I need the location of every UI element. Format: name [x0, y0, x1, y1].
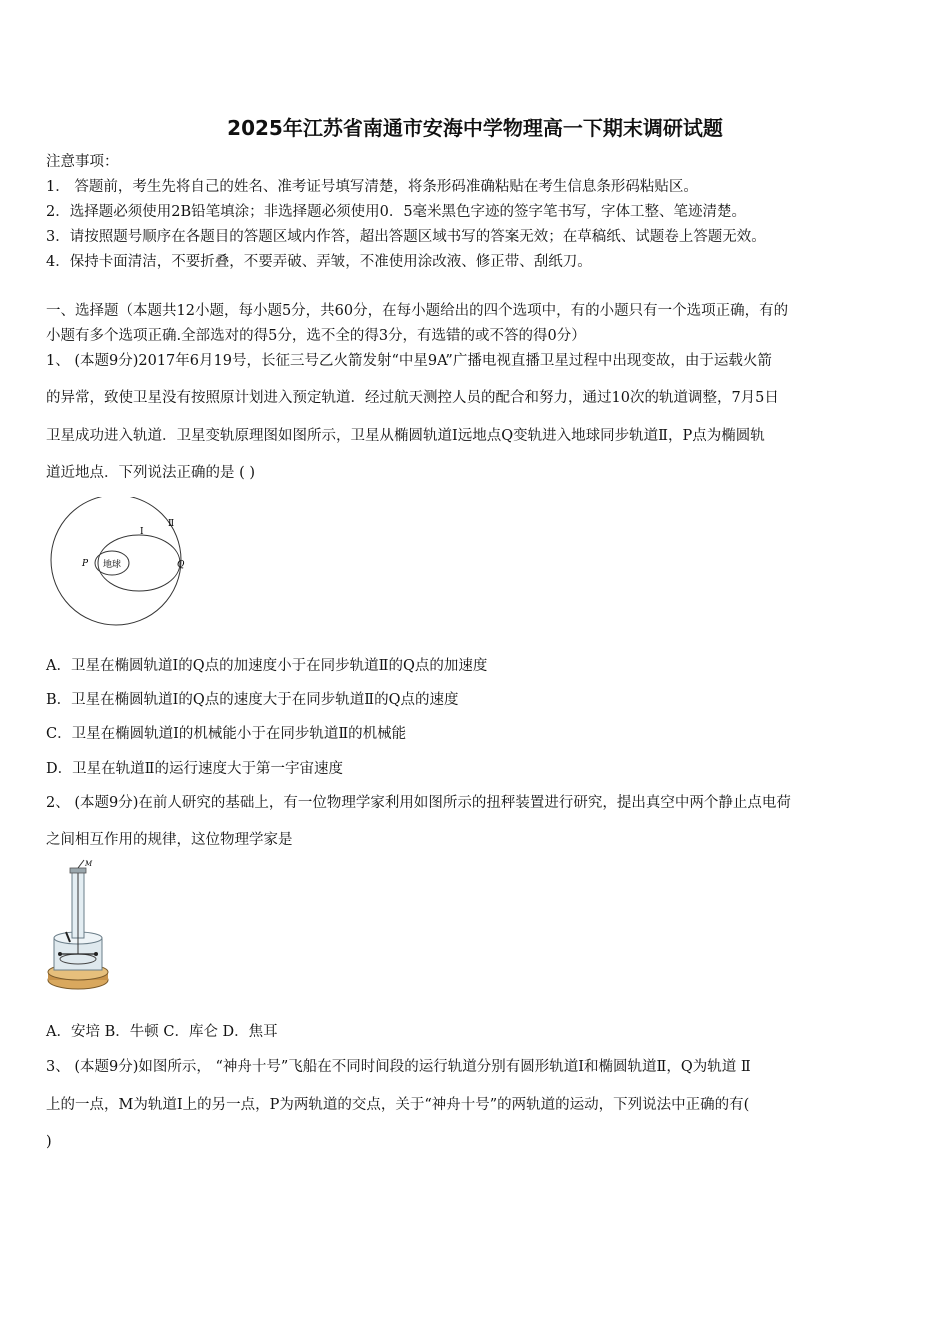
notice-item-2: 2．选择题必须使用2B铅笔填涂；非选择题必须使用0．5毫米黑色字迹的签字笔书写，字体工整、笔迹清楚。: [46, 204, 747, 220]
torsion-balance-figure: [46, 858, 116, 998]
q1-line-3: 卫星成功进入轨道．卫星变轨原理图如图所示，卫星从椭圆轨道Ⅰ远地点Q变轨进入地球同步轨道Ⅱ，P点为椭圆轨: [46, 428, 765, 444]
orbit-diagram: [46, 497, 196, 627]
q1-line-1: 1、 (本题9分)2017年6月19号，长征三号乙火箭发射“中星9A”广播电视直播卫星过程中出现变故，由于运载火箭: [46, 353, 772, 369]
point-p-label: P: [82, 559, 89, 569]
page-title: 2025年江苏省南通市安海中学物理高一下期末调研试题: [227, 116, 723, 140]
q3-line-2: 上的一点，M为轨道Ⅰ上的另一点，P为两轨道的交点，关于“神舟十号”的两轨道的运动，下列说法中正确的有(: [46, 1097, 750, 1113]
notice-heading: 注意事项：: [46, 154, 119, 170]
q3-line-1: 3、 (本题9分)如图所示， “神舟十号”飞船在不同时间段的运行轨道分别有圆形轨道Ⅰ和椭圆轨道Ⅱ，Q为轨道 Ⅱ: [46, 1059, 751, 1075]
q1-line-2: 的异常，致使卫星没有按照原计划进入预定轨道．经过航天测控人员的配合和努力，通过10次的轨道调整，7月5日: [46, 390, 779, 406]
section-intro-line-1: 一、选择题（本题共12小题，每小题5分，共60分，在每小题给出的四个选项中，有的小题只有一个选项正确，有的: [46, 303, 789, 319]
q1-option-b: B．卫星在椭圆轨道Ⅰ的Q点的速度大于在同步轨道Ⅱ的Q点的速度: [46, 692, 459, 708]
notice-item-1: 1． 答题前，考生先将自己的姓名、准考证号填写清楚，将条形码准确粘贴在考生信息条形码粘贴区。: [46, 179, 698, 195]
q1-option-c: C．卫星在椭圆轨道Ⅰ的机械能小于在同步轨道Ⅱ的机械能: [46, 726, 407, 742]
earth-label: 地球: [103, 560, 122, 570]
torsion-label-m: M: [85, 860, 93, 868]
orbit-i-label: Ⅰ: [140, 527, 144, 537]
section-intro-line-2: 小题有多个选项正确.全部选对的得5分，选不全的得3分，有选错的或不答的得0分）: [46, 328, 586, 344]
notice-item-4: 4．保持卡面清洁，不要折叠，不要弄破、弄皱，不准使用涂改液、修正带、刮纸刀。: [46, 254, 592, 270]
q1-line-4: 道近地点．下列说法正确的是 ( ): [46, 465, 256, 481]
orbit-ii-label: Ⅱ: [168, 519, 175, 529]
q2-options: A．安培 B．牛顿 C．库仑 D．焦耳: [46, 1024, 278, 1040]
q2-line-1: 2、 (本题9分)在前人研究的基础上，有一位物理学家利用如图所示的扭秤装置进行研究，提出真空中两个静止点电荷: [46, 795, 791, 811]
point-q-label: Q: [177, 560, 185, 570]
q1-option-d: D．卫星在轨道Ⅱ的运行速度大于第一宇宙速度: [46, 761, 343, 777]
notice-item-3: 3．请按照题号顺序在各题目的答题区域内作答，超出答题区域书写的答案无效；在草稿纸、试题卷上答题无效。: [46, 229, 766, 245]
q3-line-3: ): [46, 1134, 52, 1150]
q1-option-a: A．卫星在椭圆轨道Ⅰ的Q点的加速度小于在同步轨道Ⅱ的Q点的加速度: [46, 658, 488, 674]
q2-line-2: 之间相互作用的规律，这位物理学家是: [46, 832, 293, 848]
